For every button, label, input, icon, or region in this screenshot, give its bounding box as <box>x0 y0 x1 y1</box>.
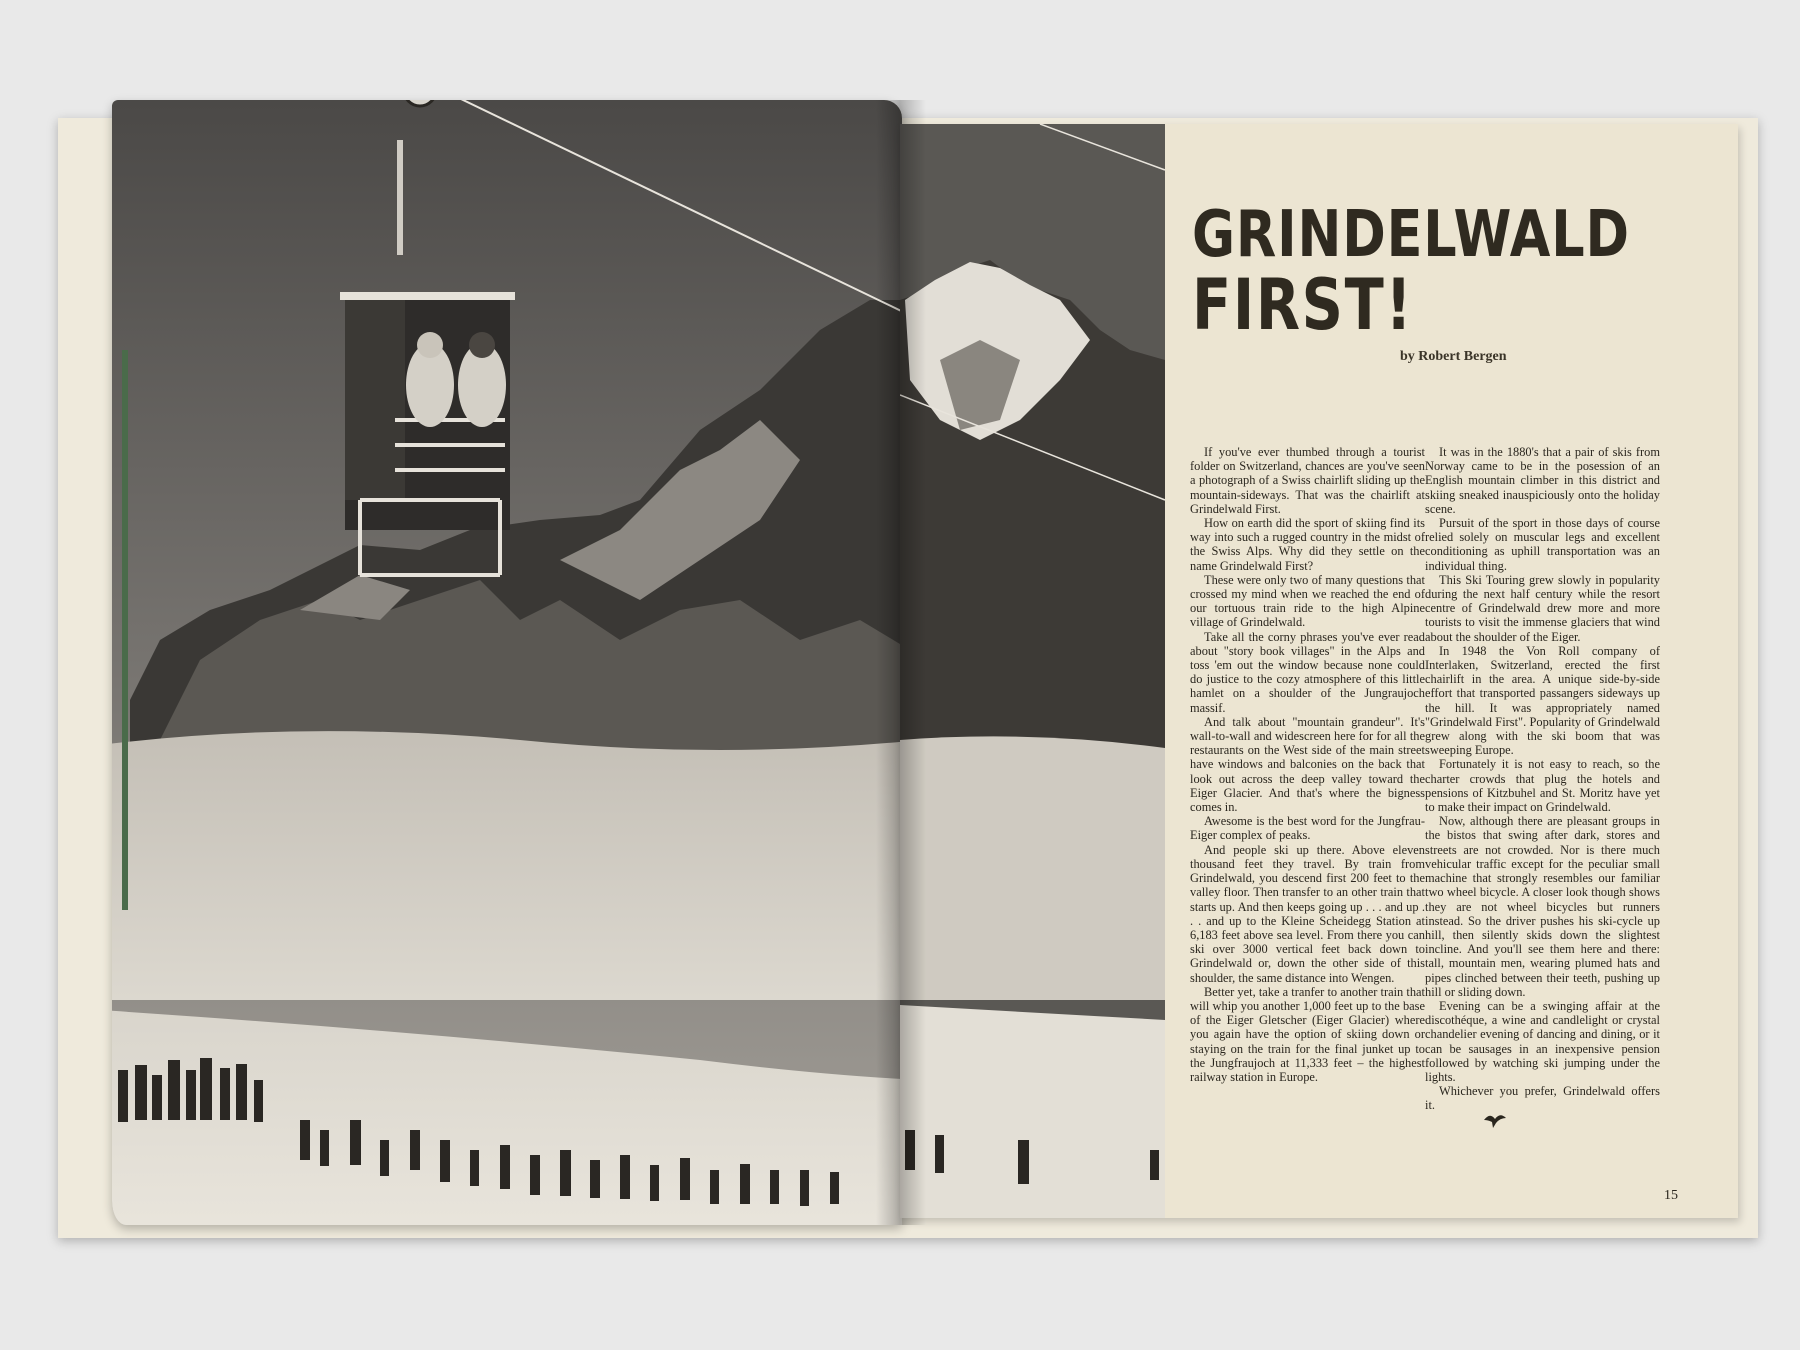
paragraph: Take all the corny phrases you've ever read about "story book villages" in the Alps and toss 'em out the window because none could do justice to the cozy atmosphere of this little hamlet on a shoulder of the Jungraujoch massif. <box>1190 629 1425 715</box>
paragraph: Pursuit of the sport in those days of course relied solely on muscular legs and excellent conditioning as uphill transportation was an individual thing. <box>1425 516 1660 573</box>
paragraph: Evening can be a swinging affair at the discothéque, a wine and candlelight or crystal chandelier evening of dancing and dining, or it can be sausages in an inexpensive pension followed by watching ski jumping under the lights. <box>1425 998 1660 1084</box>
paragraph: Better yet, take a tranfer to another train that will whip you another 1,000 feet up to the base of the Eiger Gletscher (Eiger Glacier) where you again have the option of skiing down or staying on the train for the final junket up to the Jungfraujoch at 11,333 feet – the highest railway station in Europe. <box>1190 984 1425 1084</box>
paragraph: If you've ever thumbed through a tourist folder on Switzerland, chances are you've seen a photograph of a Swiss chairlift sliding up the mountain-sideways. That was the chairlift at Grindelwald First. <box>1190 445 1425 516</box>
byline: by Robert Bergen <box>1400 349 1507 364</box>
left-page <box>112 100 902 1225</box>
paragraph: Fortunately it is not easy to reach, so the charter crowds that plug the hotels and pensions of Kitzbuhel and St. Moritz have yet to make their impact on Grindelwald. <box>1425 757 1660 815</box>
article-headline <box>1192 198 1630 346</box>
paragraph: And talk about "mountain grandeur". It's wall-to-wall and widescreen here for for all the restaurants on the West side of the main street have windows and balconies on the back that look out across the deep valley toward the Eiger Glacier. And that's where the bigness comes in. <box>1190 714 1425 815</box>
paragraph: How on earth did the sport of skiing find its way into such a rugged country in the midst of the Swiss Alps. Why did they settle on the name Grindelwald First? <box>1190 516 1425 573</box>
headline-line-1: GRINDELWALD <box>1192 198 1630 272</box>
bird-icon <box>1482 1110 1508 1130</box>
headline-line-2: FIRST! <box>1192 264 1414 346</box>
chairlift-photo <box>112 100 902 1225</box>
paragraph: These were only two of many questions that crossed my mind when we reached the end of our tortuous train ride to the high Alpine village of Grindelwald. <box>1190 572 1425 630</box>
paragraph: Awesome is the best word for the Jungfrau-Eiger complex of peaks. <box>1190 814 1425 843</box>
paragraph: And people ski up there. Above eleven thousand feet they travel. By train from Grindelwald, you descend first 200 feet to the valley floor. Then transfer to an other train that starts up. And then keeps going up . . . and up . . . and up to the Kleine Scheidegg Station at 6,183 feet above sea level. From there you can ski over 3000 vertical feet back down to Grindelwald or, down the other side of this shoulder, the same distance into Wengen. <box>1190 842 1425 985</box>
article-column-1 <box>1190 445 1425 1084</box>
article-column-2 <box>1425 445 1660 1113</box>
binding-edge <box>122 350 128 910</box>
paragraph: Whichever you prefer, Grindelwald offers it. <box>1425 1084 1660 1113</box>
paragraph: It was in the 1880's that a pair of skis from Norway came to be in the posession of an English mountain climber in this district and skiing sneaked inauspiciously onto the holiday scene. <box>1425 445 1660 516</box>
paragraph: Now, although there are pleasant groups in the bistos that swing after dark, stores and streets are not crowded. Nor is there much vehicular traffic except for the peculiar small machine that strongly resembles our familiar two wheel bicycle. A closer look though shows they are not wheel bicycles but runners instead. So the driver pushes his ski-cycle up hill, then silently skids down the slightest incline. And you'll see them here and there: tall, mountain men, wearing plumed hats and pipes clinched between their teeth, pushing up hill or sliding down. <box>1425 814 1660 999</box>
paragraph: In 1948 the Von Roll company of Interlaken, Switzerland, erected the first chairlift in the area. A unique side-by-side effort that transported passangers sideways up the hill. It was appropriately named "Grindelwald First". Popularity of Grindelwald grew along with the ski boom that was sweeping Europe. <box>1425 643 1660 758</box>
paragraph: This Ski Touring grew slowly in popularity during the next half century while the resort centre of Grindelwald drew more and more tourists to visit the immense glaciers that wind about the shoulder of the Eiger. <box>1425 572 1660 644</box>
page-number: 15 <box>1664 1188 1678 1203</box>
